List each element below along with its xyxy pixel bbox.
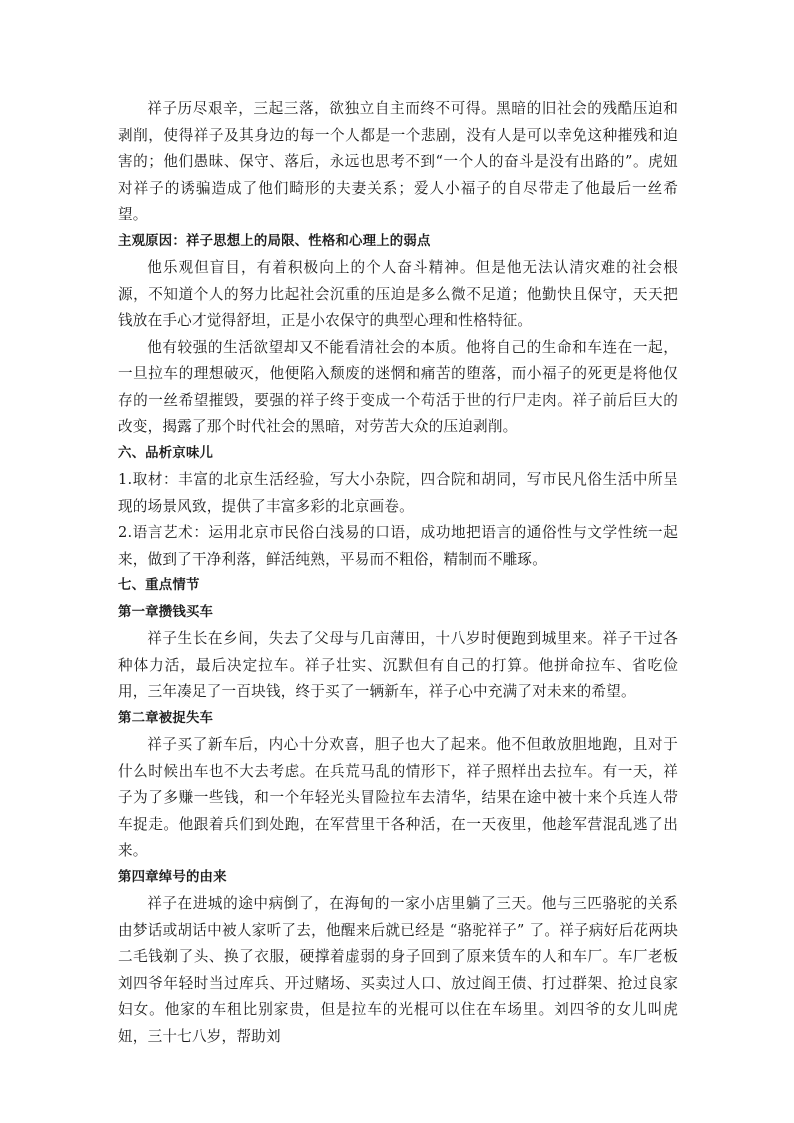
heading-subjective-causes: 主观原因：祥子思想上的局限、性格和心理上的弱点	[118, 233, 431, 249]
heading-chapter-one: 第一章攒钱买车	[118, 604, 214, 620]
paragraph-material: 1.取材：丰富的北京生活经验，写大小杂院，四合院和胡同，写市民凡俗生活中所呈现的场景风致，提供了丰富多彩的北京画卷。	[118, 471, 678, 515]
paragraph-chapter-one: 祥子生长在乡间，失去了父母与几亩薄田，十八岁时便跑到城里来。祥子干过各种体力活，最后决定拉车。祥子壮实、沉默但有自己的打算。他拼命拉车、省吃俭用，三年凑足了一百块钱，终于买了一辆新车，祥子心中充满了对未来的希望。	[118, 630, 678, 700]
heading-section-seven: 七、重点情节	[118, 578, 200, 593]
heading-section-six: 六、品析京味儿	[118, 445, 214, 461]
document-page	[118, 96, 678, 1050]
paragraph-chapter-two: 祥子买了新车后，内心十分欢喜，胆子也大了起来。他不但敢放胆地跑，且对于什么时候出车也不大去考虑。在兵荒马乱的情形下，祥子照样出去拉车。有一天，祥子为了多赚一些钱，和一个年轻光头冒险拉车去清华，结果在途中被十来个兵连人带车捉走。他跟着兵们到处跑，在军营里干各种活，在一天夜里，他趁军营混乱逃了出来。	[118, 736, 678, 859]
paragraph-xiangzi-hardship: 祥子历尽艰辛，三起三落，欲独立自主而终不可得。黑暗的旧社会的残酷压迫和剥削，使得祥子及其身边的每一个人都是一个悲剧，没有人是可以幸免这种摧残和迫害的；他们愚昧、保守、落后，永远也思考不到“一个人的奋斗是没有出路的”。虎妞对祥子的诱骗造成了他们畸形的夫妻关系；爱人小福子的自尽带走了他最后一丝希望。	[118, 100, 678, 223]
heading-chapter-four: 第四章绰号的由来	[118, 869, 227, 885]
paragraph-chapter-four: 祥子在进城的途中病倒了，在海甸的一家小店里躺了三天。他与三匹骆驼的关系由梦话或胡话中被人家听了去，他醒来后就已经是 “骆驼祥子” 了。祥子病好后花两块二毛钱剃了头、换了衣服，硬撑着虚弱的身子回到了原来赁车的人和车厂。车厂老板刘四爷年轻时当过库兵、开过赌场、买卖过人口、放过阎王债、打过群架、抢过良家妇女。他家的车租比别家贵，但是拉车的光棍可以住在车场里。刘四爷的女儿叫虎妞，三十七八岁，帮助刘	[118, 895, 678, 1045]
paragraph-desire-for-life: 他有较强的生活欲望却又不能看清社会的本质。他将自己的生命和车连在一起，一旦拉车的理想破灭，他便陷入颓废的迷惘和痛苦的堕落，而小福子的死更是将他仅存的一丝希望摧毁，要强的祥子终于变成一个苟活于世的行尸走肉。祥子前后巨大的改变，揭露了那个时代社会的黑暗，对劳苦大众的压迫剥削。	[118, 338, 678, 435]
paragraph-optimism-blind: 他乐观但盲目，有着积极向上的个人奋斗精神。但是他无法认清灾难的社会根源，不知道个人的努力比起社会沉重的压迫是多么微不足道；他勤快且保守，天天把钱放在手心才觉得舒坦，正是小农保守的典型心理和性格特征。	[118, 259, 678, 329]
paragraph-language-art: 2.语言艺术：运用北京市民俗白浅易的口语，成功地把语言的通俗性与文学性统一起来，做到了干净利落，鲜活纯熟，平易而不粗俗，精制而不雕琢。	[118, 524, 678, 568]
heading-chapter-two: 第二章被捉失车	[118, 710, 214, 726]
